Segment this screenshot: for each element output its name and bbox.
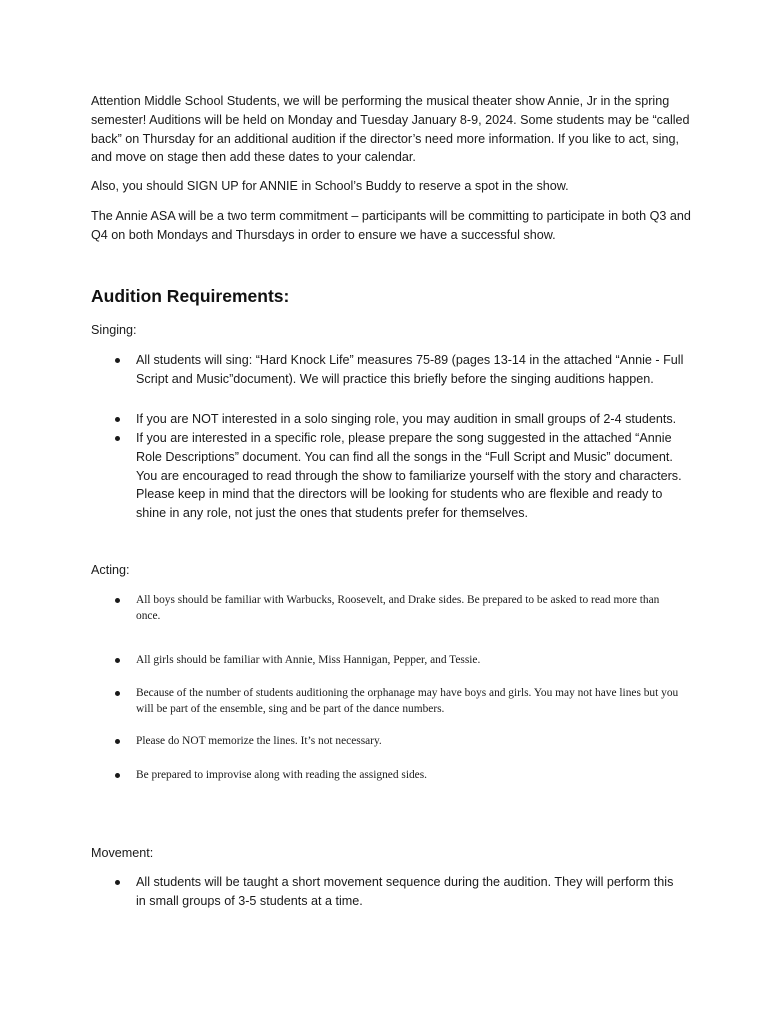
- acting-label: Acting:: [91, 563, 130, 577]
- intro-paragraph-3: The Annie ASA will be a two term commitment – participants will be committing to participate in both Q3 and Q4 on both Mondays and Thursdays in order to ensure we have a successful show.: [91, 209, 691, 242]
- bullet-icon: [115, 358, 120, 363]
- intro-paragraph-1: Attention Middle School Students, we will be performing the musical theater show Annie, Jr in the spring semester! Auditions will be held on Monday and Tuesday January 8-9, 2024. Some students may be “called back” on Thursday for an additional audition if the director’s need more information. If you like to act, sing, and move on stage then add these dates to your calendar.: [91, 94, 690, 165]
- singing-item-3: If you are interested in a specific role, please prepare the song suggested in the attached “Annie Role Descriptions” document. You can find all the songs in the “Full Script and Music” document. You are encouraged to read through the show to familiarize yourself with the story and characters. Please keep in mind that the directors will be looking for students who are flexible and ready to shine in any role, not just the ones that students prefer for themselves.: [136, 431, 682, 521]
- acting-item-1: All boys should be familiar with Warbucks, Roosevelt, and Drake sides. Be prepared to be asked to read more than once.: [136, 594, 660, 622]
- singing-item-2: If you are NOT interested in a solo singing role, you may audition in small groups of 2-4 students.: [136, 412, 677, 426]
- bullet-icon: [115, 691, 120, 696]
- bullet-icon: [115, 658, 120, 663]
- intro-paragraph-2: Also, you should SIGN UP for ANNIE in School’s Buddy to reserve a spot in the show.: [91, 179, 569, 193]
- acting-item-2: All girls should be familiar with Annie, Miss Hannigan, Pepper, and Tessie.: [136, 654, 481, 666]
- acting-item-3: Because of the number of students auditioning the orphanage may have boys and girls. You may not have lines but you will be part of the ensemble, sing and be part of the dance numbers.: [136, 687, 679, 715]
- list-item: [0, 686, 768, 734]
- bullet-icon: [115, 739, 120, 744]
- list-item: [0, 593, 768, 653]
- singing-list: [0, 351, 768, 525]
- list-item: [0, 351, 768, 410]
- section-heading: Audition Requirements:: [91, 286, 290, 306]
- list-item: [0, 410, 768, 429]
- movement-item-1: All students will be taught a short movement sequence during the audition. They will perform this in small groups of 3-5 students at a time.: [136, 875, 674, 908]
- list-item: [0, 873, 768, 913]
- bullet-icon: [115, 880, 120, 885]
- list-item: [0, 653, 768, 686]
- movement-list: [0, 873, 768, 913]
- list-item: [0, 768, 768, 786]
- singing-item-1: All students will sing: “Hard Knock Life” measures 75-89 (pages 13-14 in the attached “Annie - Full Script and Music”document). We will practice this briefly before the singing auditions happen.: [136, 353, 684, 386]
- bullet-icon: [115, 598, 120, 603]
- bullet-icon: [115, 773, 120, 778]
- singing-label: Singing:: [91, 323, 137, 337]
- bullet-icon: [115, 436, 120, 441]
- acting-item-4: Please do NOT memorize the lines. It’s not necessary.: [136, 735, 382, 747]
- acting-item-5: Be prepared to improvise along with reading the assigned sides.: [136, 769, 428, 781]
- bullet-icon: [115, 417, 120, 422]
- acting-list: [0, 593, 768, 786]
- movement-label: Movement:: [91, 846, 154, 860]
- list-item: [0, 429, 768, 525]
- list-item: [0, 734, 768, 768]
